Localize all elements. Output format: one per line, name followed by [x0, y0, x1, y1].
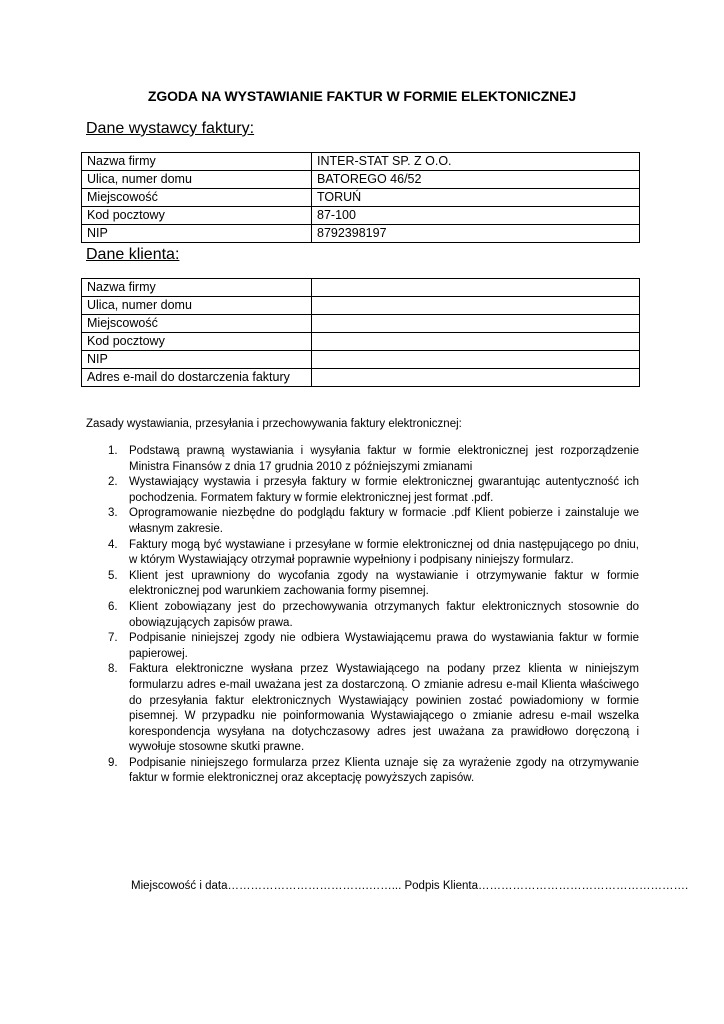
rule-number: 7. [108, 632, 118, 645]
rule-number: 2. [108, 476, 118, 489]
table-row [82, 297, 640, 315]
rule-number: 8. [108, 663, 118, 676]
issuer-value: INTER-STAT SP. Z O.O. [312, 153, 640, 171]
issuer-label: Miejscowość [82, 189, 312, 207]
table-row [82, 189, 640, 207]
document-title: ZGODA NA WYSTAWIANIE FAKTUR W FORMIE ELEKTONICZNEJ [147, 88, 577, 104]
issuer-heading: Dane wystawcy faktury: [86, 120, 255, 137]
list-item [86, 444, 639, 475]
rule-number: 1. [108, 445, 118, 457]
issuer-value: TORUŃ [312, 189, 640, 207]
rule-text: Podstawą prawną wystawiania i wysyłania faktur w formie elektronicznej jest rozporządzenie Ministra Finansów z dnia 17 grudnia 2010 z późniejszymi zmianami [129, 445, 639, 473]
issuer-label: Ulica, numer domu [82, 171, 312, 189]
rule-text: Faktura elektroniczne wysłana przez Wystawiającego na podany przez klienta w niniejszym formularzu adres e-mail uważana jest za dostarczoną. O zmianie adresu e-mail Klienta właściwego do przesyłania faktur elektronicznych Wystawiający powinien zostać powiadomiony w formie pisemnej. W przypadku nie poinformowania Wystawiającego o zmianie adresu e-mail wszelka korespondencja wysyłana na dotychczasowy adres jest uważana za prawidłowo doręczoną i wywołuje stosowne skutki prawne. [129, 663, 639, 754]
table-row [82, 225, 640, 243]
client-label: Adres e-mail do dostarczenia faktury [82, 369, 312, 387]
client-value-field[interactable] [312, 279, 640, 297]
rule-text: Oprogramowanie niezbędne do podglądu faktury w formacie .pdf Klient pobierze i zainstaluje we własnym zakresie. [129, 507, 639, 535]
list-item [86, 662, 639, 756]
rule-text: Klient zobowiązany jest do przechowywania otrzymanych faktur elektronicznych stosownie do obowiązujących zapisów prawa. [129, 600, 639, 629]
rule-text: Wystawiający wystawia i przesyła faktury w formie elektronicznej gwarantując autentyczność ich pochodzenia. Formatem faktury w formie elektronicznej jest format .pdf. [129, 476, 639, 504]
rules-intro: Zasady wystawiania, przesyłania i przechowywania faktury elektronicznej: [86, 418, 462, 430]
client-value-field[interactable] [312, 369, 640, 387]
client-heading: Dane klienta: [86, 246, 180, 263]
issuer-value: 8792398197 [312, 225, 640, 243]
table-row [82, 351, 640, 369]
client-value-field[interactable] [312, 351, 640, 369]
table-row [82, 369, 640, 387]
client-label: Nazwa firmy [82, 279, 312, 297]
rule-number: 3. [108, 507, 118, 520]
rule-text: Faktury mogą być wystawiane i przesyłane w formie elektronicznej od dnia następującego po dniu, w którym Wystawiający otrzymał poprawnie wypełniony i podpisany niniejszy formularz. [129, 538, 639, 567]
rule-number: 4. [108, 538, 118, 551]
client-label: NIP [82, 351, 312, 369]
table-row [82, 171, 640, 189]
rule-number: 6. [108, 600, 118, 613]
table-row [82, 315, 640, 333]
issuer-label: Nazwa firmy [82, 153, 312, 171]
rule-text: Podpisanie niniejszego formularza przez Klienta uznaje się za wyrażenie zgody na otrzymywanie faktur w formie elektronicznej oraz akceptację powyższych zapisów. [129, 756, 639, 785]
client-table [81, 278, 640, 387]
table-row [82, 207, 640, 225]
client-value-field[interactable] [312, 333, 640, 351]
issuer-label: Kod pocztowy [82, 207, 312, 225]
rules-list [86, 444, 639, 787]
rule-number: 5. [108, 569, 118, 582]
list-item [86, 538, 639, 569]
list-item [86, 475, 639, 506]
issuer-value: BATOREGO 46/52 [312, 171, 640, 189]
list-item [86, 506, 639, 537]
table-row [82, 333, 640, 351]
client-value-field[interactable] [312, 297, 640, 315]
rule-number: 9. [108, 756, 118, 769]
client-label: Kod pocztowy [82, 333, 312, 351]
rule-text: Klient jest uprawniony do wycofania zgody na wystawianie i otrzymywanie faktur w formie elektronicznej pod warunkiem zachowania formy pisemnej. [129, 569, 639, 598]
issuer-value: 87-100 [312, 207, 640, 225]
table-row [82, 279, 640, 297]
client-value-field[interactable] [312, 315, 640, 333]
list-item [86, 756, 639, 787]
list-item [86, 631, 639, 662]
issuer-label: NIP [82, 225, 312, 243]
client-label: Miejscowość [82, 315, 312, 333]
client-label: Ulica, numer domu [82, 297, 312, 315]
table-row [82, 153, 640, 171]
list-item [86, 569, 639, 600]
signature-line: Miejscowość i data……………………………….……... Podpis Klienta………………………………………………. [131, 880, 689, 892]
list-item [86, 600, 639, 631]
rule-text: Podpisanie niniejszej zgody nie odbiera Wystawiającemu prawa do wystawiania faktur w formie papierowej. [129, 632, 639, 660]
issuer-table [81, 152, 640, 243]
